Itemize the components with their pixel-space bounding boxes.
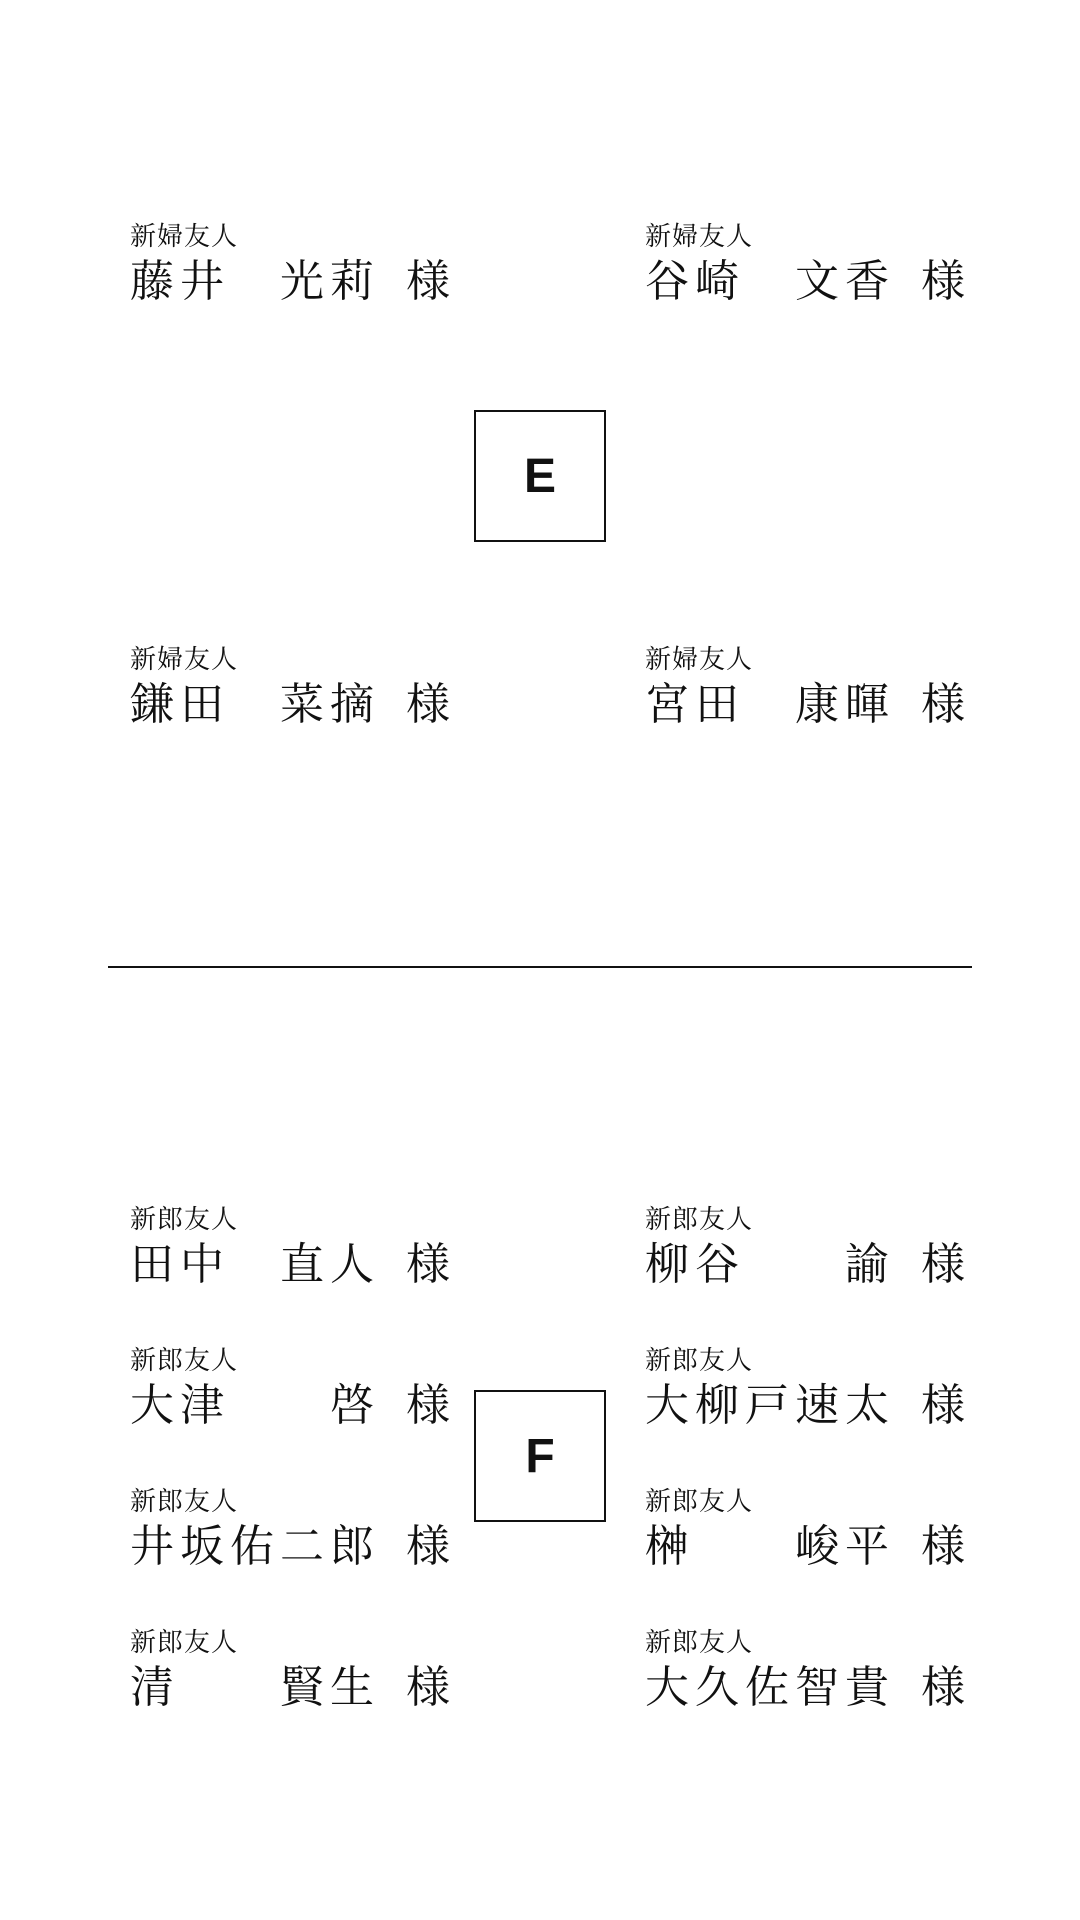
- guest-name: [130, 256, 450, 308]
- guest-card: [130, 645, 450, 735]
- guest-given-name: 啓: [330, 1380, 380, 1431]
- guest-given-name: 佑二郎: [230, 1521, 380, 1572]
- guest-honorific: 様: [921, 256, 965, 307]
- guest-family-name: 宮田: [645, 679, 745, 730]
- guest-honorific: 様: [406, 256, 450, 307]
- guest-given-name: 康暉: [795, 679, 895, 730]
- guest-card: [645, 1205, 965, 1295]
- guest-honorific: 様: [921, 679, 965, 730]
- guest-name: [645, 1521, 965, 1573]
- guest-family-name: 柳谷: [645, 1239, 745, 1290]
- guest-honorific: 様: [921, 1521, 965, 1572]
- guest-given-name: 文香: [795, 256, 895, 307]
- guest-relation: 新郎友人: [645, 1205, 754, 1235]
- guest-honorific: 様: [921, 1380, 965, 1431]
- guest-honorific: 様: [406, 679, 450, 730]
- guest-name: [645, 1239, 965, 1291]
- guest-relation: 新婦友人: [645, 645, 754, 675]
- guest-name: [130, 679, 450, 731]
- guest-name: [130, 1239, 450, 1291]
- guest-family-name: 藤井: [130, 256, 230, 307]
- guest-name: [130, 1380, 450, 1432]
- guest-honorific: 様: [406, 1521, 450, 1572]
- guest-given-name: 賢生: [280, 1662, 380, 1713]
- guest-given-name: 直人: [280, 1239, 380, 1290]
- guest-given-name: 光莉: [280, 256, 380, 307]
- table-e-marker: E: [474, 410, 606, 542]
- guest-relation: 新郎友人: [130, 1628, 239, 1658]
- guest-relation: 新婦友人: [130, 645, 239, 675]
- guest-relation: 新婦友人: [645, 222, 754, 252]
- guest-given-name: 智貴: [795, 1662, 895, 1713]
- guest-given-name: 諭: [845, 1239, 895, 1290]
- guest-relation: 新郎友人: [130, 1346, 239, 1376]
- guest-relation: 新婦友人: [130, 222, 239, 252]
- guest-given-name: 峻平: [795, 1521, 895, 1572]
- guest-honorific: 様: [406, 1239, 450, 1290]
- guest-card: [645, 645, 965, 735]
- guest-name: [645, 1380, 965, 1432]
- guest-given-name: 速太: [795, 1380, 895, 1431]
- guest-family-name: 大久佐: [645, 1662, 795, 1713]
- guest-relation: 新郎友人: [645, 1487, 754, 1517]
- guest-relation: 新郎友人: [645, 1628, 754, 1658]
- guest-given-name: 菜摘: [280, 679, 380, 730]
- guest-relation: 新郎友人: [645, 1346, 754, 1376]
- guest-honorific: 様: [406, 1662, 450, 1713]
- guest-family-name: 榊: [645, 1521, 695, 1572]
- guest-relation: 新郎友人: [130, 1487, 239, 1517]
- guest-family-name: 鎌田: [130, 679, 230, 730]
- guest-name: [645, 679, 965, 731]
- guest-card: [130, 1487, 450, 1577]
- guest-name: [645, 256, 965, 308]
- guest-card: [130, 1346, 450, 1436]
- guest-honorific: 様: [406, 1380, 450, 1431]
- guest-name: [130, 1521, 450, 1573]
- guest-family-name: 井坂: [130, 1521, 230, 1572]
- table-divider: [108, 966, 972, 968]
- guest-honorific: 様: [921, 1239, 965, 1290]
- guest-family-name: 清: [130, 1662, 180, 1713]
- guest-card: [645, 222, 965, 312]
- guest-honorific: 様: [921, 1662, 965, 1713]
- guest-family-name: 田中: [130, 1239, 230, 1290]
- guest-name: [130, 1662, 450, 1714]
- guest-card: [130, 1628, 450, 1718]
- guest-family-name: 谷崎: [645, 256, 745, 307]
- guest-card: [645, 1346, 965, 1436]
- guest-relation: 新郎友人: [130, 1205, 239, 1235]
- guest-card: [645, 1487, 965, 1577]
- guest-card: [130, 222, 450, 312]
- guest-card: [645, 1628, 965, 1718]
- guest-family-name: 大柳戸: [645, 1380, 795, 1431]
- guest-card: [130, 1205, 450, 1295]
- guest-family-name: 大津: [130, 1380, 230, 1431]
- table-f-marker: F: [474, 1390, 606, 1522]
- guest-name: [645, 1662, 965, 1714]
